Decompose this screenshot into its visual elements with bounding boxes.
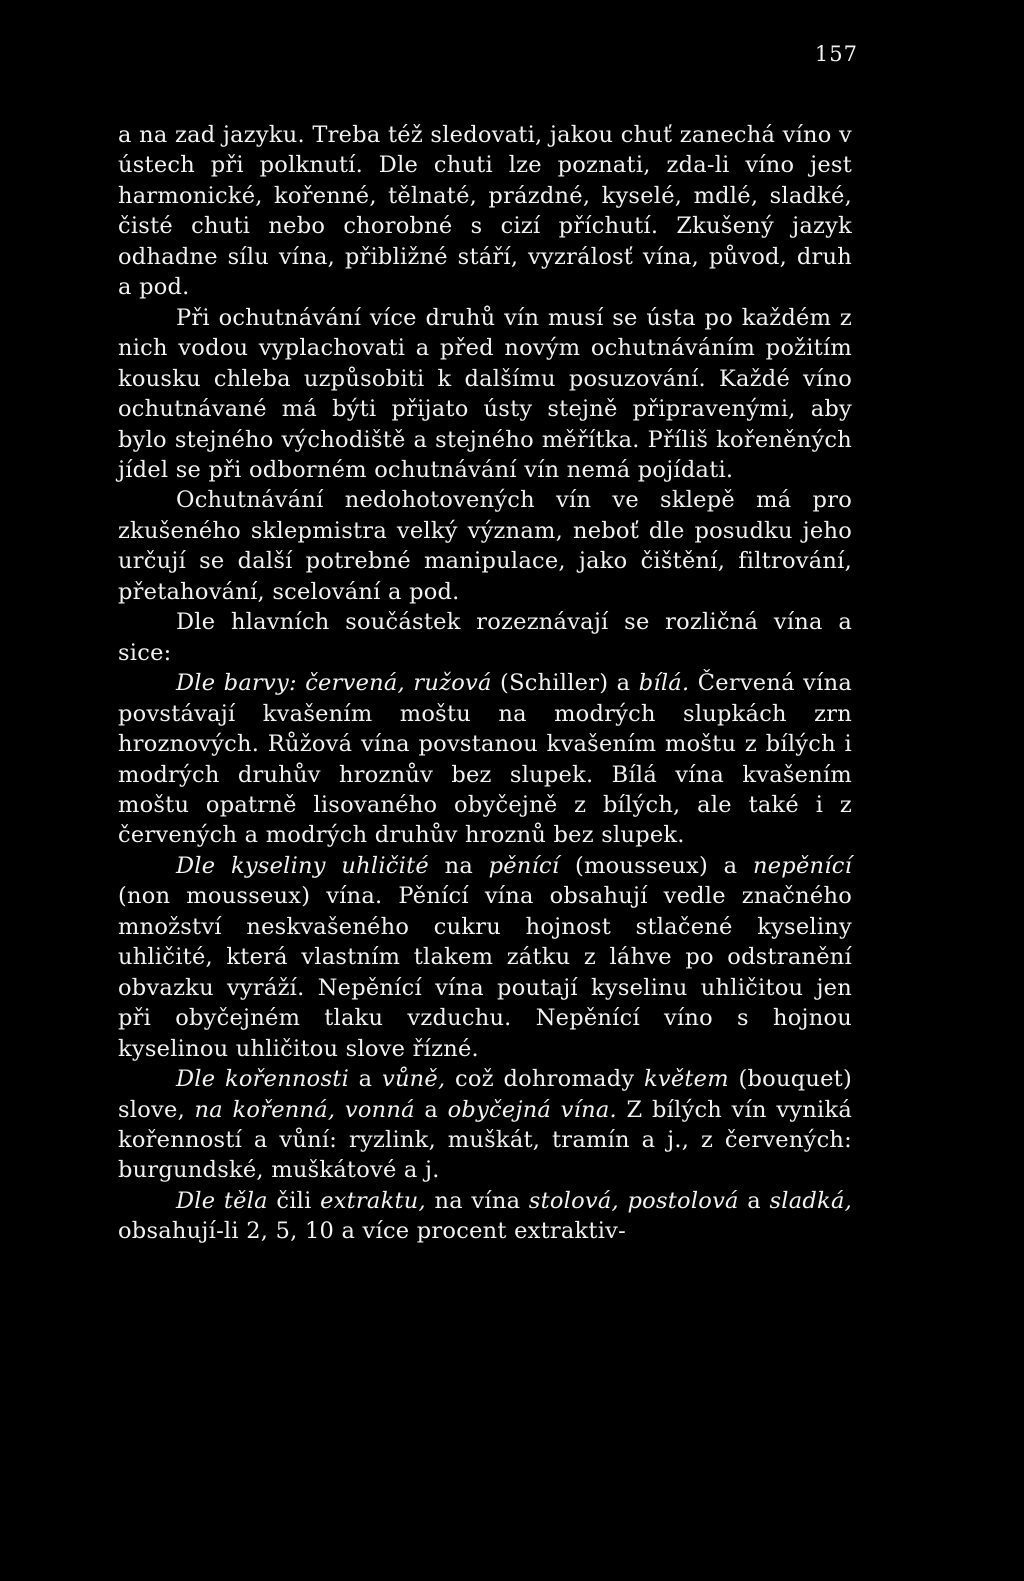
- term-italic: vůně,: [381, 1066, 446, 1093]
- subheading-carbonic-acid: Dle kyseliny uhličité: [176, 852, 429, 879]
- term-italic: pěnící: [488, 852, 560, 879]
- paragraph-text: na: [428, 852, 489, 879]
- term-italic: květem: [643, 1066, 729, 1093]
- paragraph-3: [118, 485, 852, 607]
- paragraph-text: (non mousseux) vína. Pěnící vína obsahují vedle značného množství neskvašeného cukru hojnost stlačené kyseliny uhličité, která vlastním tlakem zátku z láhve po odstranění obvazku vyráží. Nepěnící vína poutají kyselinu uhličitou jen při obyčejném tlaku vzduchu. Nepěnící víno s hojnou kyselinou uhličitou slove řízné.: [118, 883, 852, 1062]
- paragraph-text: a: [414, 1096, 448, 1123]
- subheading-body: Dle těla: [176, 1187, 268, 1214]
- paragraph-carbonic-acid: [118, 851, 852, 1064]
- term-italic: sladká,: [769, 1187, 853, 1214]
- paragraph-aroma: [118, 1064, 852, 1186]
- paragraph-text: (mousseux) a: [559, 852, 753, 879]
- term-italic: na kořenná, vonná: [194, 1096, 415, 1123]
- paragraph-text: (Schiller) a: [491, 670, 639, 697]
- term-italic: obyčejná vína.: [447, 1096, 617, 1123]
- page-body: [118, 120, 852, 1247]
- term-italic: bílá.: [638, 670, 690, 697]
- paragraph-text: na vína: [425, 1187, 529, 1214]
- term-italic: nepěnící: [753, 852, 853, 879]
- paragraph-4: [118, 607, 852, 668]
- subheading-color: Dle barvy: červená, ružová: [176, 670, 492, 697]
- paragraph-color: [118, 668, 852, 851]
- subheading-aroma: Dle kořennosti: [176, 1066, 350, 1093]
- term-italic: extraktu,: [320, 1187, 426, 1214]
- paragraph-text: čili: [267, 1187, 321, 1214]
- paragraph-1: [118, 120, 852, 303]
- paragraph-text: Dle hlavních součástek rozeznávají se rozličná vína a sice:: [118, 609, 852, 666]
- paragraph-text: Při ochutnávání více druhů vín musí se ústa po každém z nich vodou vyplachovati a před novým ochutnáváním požitím kousku chleba uzpůsobiti k dalšímu posuzování. Každé víno ochutnávané má býti přijato ústy stejně připravenými, aby bylo stejného východiště a stejného měřítka. Příliš kořeněných jídel se při odborném ochutnávání vín nemá pojídati.: [118, 304, 852, 483]
- paragraph-text: což dohromady: [445, 1066, 644, 1093]
- paragraph-2: [118, 303, 852, 486]
- paragraph-text: a: [738, 1187, 770, 1214]
- paragraph-text: a na zad jazyku. Treba též sledovati, jakou chuť zanechá víno v ústech při polknutí. Dle chuti lze poznati, zda-li víno jest harmonické, kořenné, tělnaté, prázdné, kyselé, mdlé, sladké, čisté chuti nebo chorobné s cizí příchutí. Zkušený jazyk odhadne sílu vína, přibližné stáří, vyzrálosť vína, původ, druh a pod.: [118, 122, 852, 301]
- paragraph-body: [118, 1186, 852, 1247]
- term-italic: stolová, postolová: [528, 1187, 739, 1214]
- page-number: 157: [814, 42, 858, 66]
- paragraph-text: (bouquet) slove,: [118, 1066, 852, 1123]
- paragraph-text: Červená vína povstávají kvašením moštu na modrých slupkách zrn hroznových. Růžová vína povstanou kvašením moštu z bílých i modrých druhův hroznův bez slupek. Bílá vína kvašením moštu opatrně lisovaného obyčejně z bílých, ale také i z červených a modrých druhův hroznů bez slupek.: [118, 670, 852, 849]
- paragraph-text: obsahují-li 2, 5, 10 a více procent extraktiv-: [118, 1218, 626, 1245]
- paragraph-text: Ochutnávání nedohotovených vín ve sklepě má pro zkušeného sklepmistra velký význam, neboť dle posudku jeho určují se další potrebné manipulace, jako čištění, filtrování, přetahování, scelování a pod.: [118, 487, 852, 605]
- paragraph-text: a: [349, 1066, 382, 1093]
- paragraph-text: Z bílých vín vyniká kořenností a vůní: ryzlink, muškát, tramín a j., z červených: burgundské, muškátové a j.: [118, 1096, 853, 1184]
